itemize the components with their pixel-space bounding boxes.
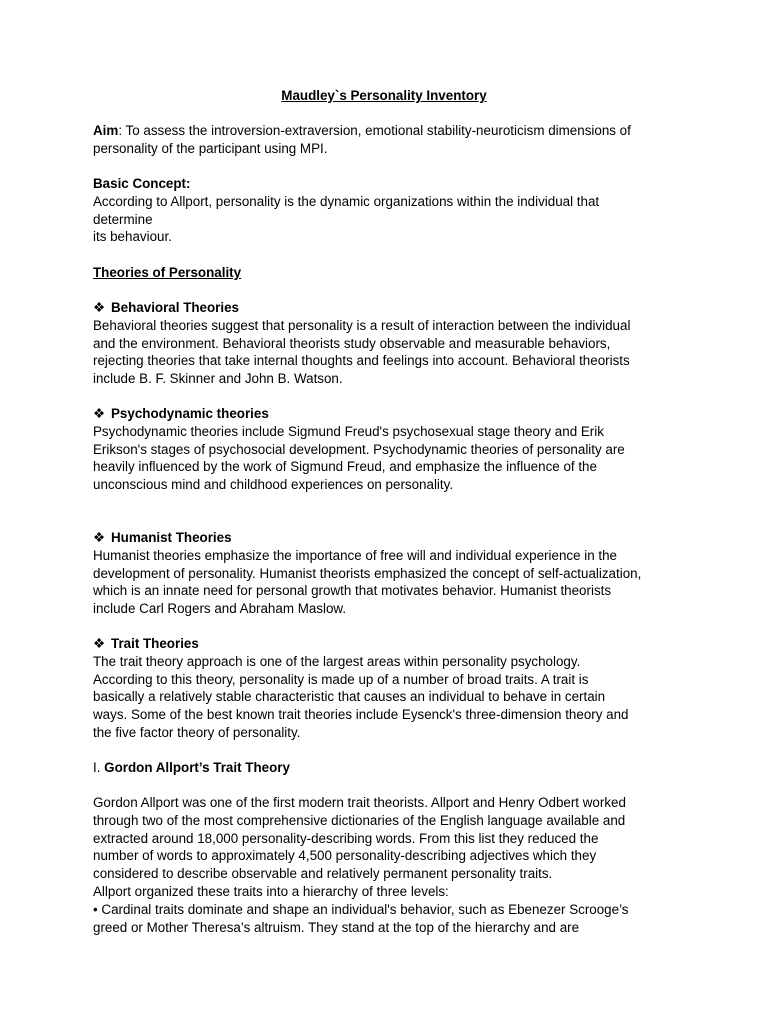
section-line: Humanist theories emphasize the importance of free will and individual experience in the — [93, 547, 618, 563]
allport-line: Allport organized these traits into a hierarchy of three levels: — [93, 883, 449, 899]
section-line: basically a relatively stable characteristic that causes an individual to behave in certain — [93, 689, 606, 705]
theories-heading-block — [93, 264, 683, 282]
section-line: According to this theory, personality is made up of a number of broad traits. A trait is — [93, 671, 589, 687]
allport-line: • Cardinal traits dominate and shape an individual's behavior, such as Ebenezer Scrooge’s — [93, 901, 629, 917]
diamond-bullet-icon: ❖ — [93, 636, 106, 651]
allport-paragraph — [93, 794, 683, 936]
diamond-bullet-icon: ❖ — [93, 406, 106, 421]
section-line: The trait theory approach is one of the largest areas within personality psychology. — [93, 653, 581, 669]
section-heading: Trait Theories — [111, 636, 199, 651]
section-heading: Psychodynamic theories — [111, 406, 269, 421]
aim-paragraph — [93, 122, 683, 158]
section-line: Behavioral theories suggest that personality is a result of interaction between the individual — [93, 317, 631, 333]
basic-concept-line: According to Allport, personality is the dynamic organizations within the individual that — [93, 193, 600, 209]
section-humanist — [93, 529, 683, 618]
document-title: Maudley`s Personality Inventory — [281, 88, 487, 103]
section-line: Erikson's stages of psychosocial development. Psychodynamic theories of personality are — [93, 441, 625, 457]
aim-label: Aim — [93, 123, 119, 138]
section-trait — [93, 635, 683, 742]
section-line: rejecting theories that take internal thoughts and feelings into account. Behavioral theorists — [93, 353, 630, 369]
allport-line: number of words to approximately 4,500 personality-describing adjectives which they — [93, 848, 597, 864]
diamond-bullet-icon: ❖ — [93, 530, 106, 545]
section-line: include B. F. Skinner and John B. Watson. — [93, 371, 343, 387]
basic-concept-line: its behaviour. — [93, 229, 172, 245]
theories-heading: Theories of Personality — [93, 265, 242, 280]
allport-heading: Gordon Allport’s Trait Theory — [104, 760, 290, 775]
section-psychodynamic — [93, 405, 683, 494]
section-line: Psychodynamic theories include Sigmund Freud's psychosexual stage theory and Erik — [93, 423, 604, 439]
basic-concept-line: determine — [93, 211, 153, 227]
section-line: include Carl Rogers and Abraham Maslow. — [93, 601, 347, 617]
aim-text-line-2: personality of the participant using MPI. — [93, 140, 328, 156]
basic-concept-paragraph — [93, 175, 683, 246]
diamond-bullet-icon: ❖ — [93, 300, 106, 315]
section-heading: Behavioral Theories — [111, 300, 240, 315]
section-line: ways. Some of the best known trait theories include Eysenck's three-dimension theory and — [93, 707, 629, 723]
allport-line: through two of the most comprehensive dictionaries of the English language available and — [93, 812, 626, 828]
aim-text: : To assess the introversion-extraversion, emotional stability-neuroticism dimensions of — [118, 123, 631, 138]
allport-heading-block — [93, 759, 683, 777]
section-line: heavily influenced by the work of Sigmund Freud, and emphasize the influence of the — [93, 459, 597, 475]
allport-line: considered to describe observable and relatively permanent personality traits. — [93, 866, 553, 882]
basic-concept-heading: Basic Concept: — [93, 176, 191, 191]
section-heading: Humanist Theories — [111, 530, 232, 545]
section-line: unconscious mind and childhood experiences on personality. — [93, 477, 454, 493]
allport-line: extracted around 18,000 personality-describing words. From this list they reduced the — [93, 830, 599, 846]
section-line: the five factor theory of personality. — [93, 724, 301, 740]
section-line: development of personality. Humanist theorists emphasized the concept of self-actualization, — [93, 565, 642, 581]
allport-line: Gordon Allport was one of the first modern trait theorists. Allport and Henry Odbert worked — [93, 795, 626, 810]
allport-numeral: I. — [93, 760, 105, 775]
section-line: and the environment. Behavioral theorists study observable and measurable behaviors, — [93, 335, 611, 351]
allport-line: greed or Mother Theresa’s altruism. They stand at the top of the hierarchy and are — [93, 919, 580, 935]
section-behavioral — [93, 299, 683, 388]
section-line: which is an innate need for personal growth that motivates behavior. Humanist theorists — [93, 583, 612, 599]
